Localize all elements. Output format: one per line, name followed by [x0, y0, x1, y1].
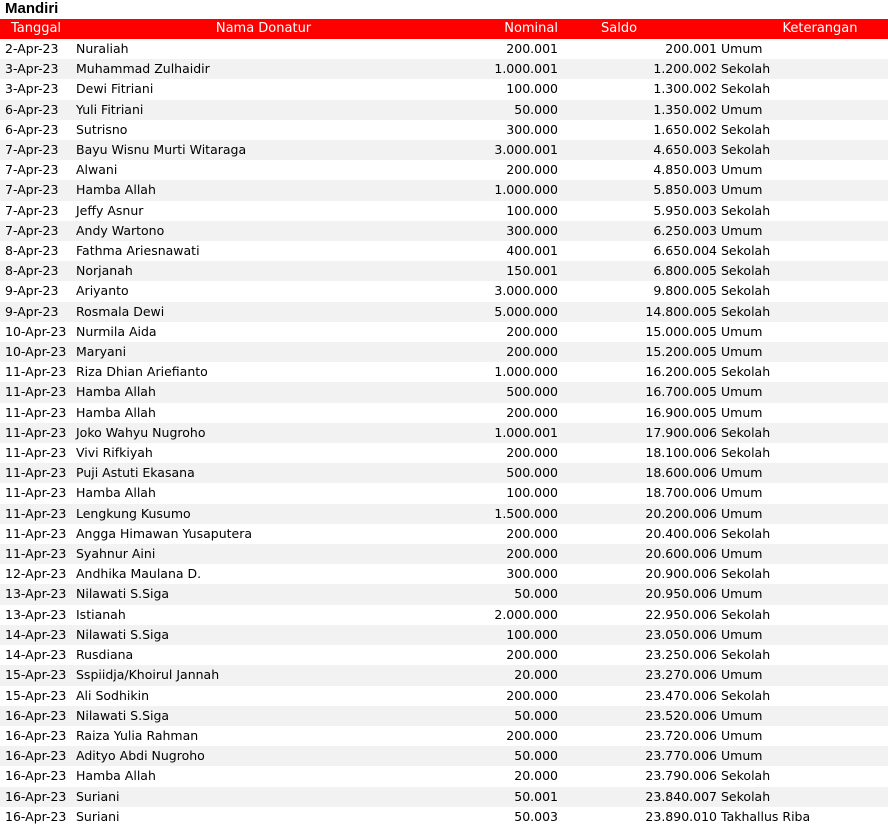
cell-nominal[interactable]: 1.000.000 — [455, 180, 558, 200]
cell-nominal[interactable]: 20.000 — [514, 768, 558, 784]
table-row — [0, 180, 888, 200]
cell-tanggal[interactable]: 14-Apr-23 — [5, 647, 67, 663]
cell-saldo[interactable]: 23.520.006 — [558, 706, 717, 726]
cell-nama-donatur[interactable]: Maryani — [72, 342, 455, 362]
cell-tanggal[interactable]: 10-Apr-23 — [0, 342, 72, 362]
cell-tanggal[interactable]: 3-Apr-23 — [5, 81, 59, 97]
cell-keterangan[interactable]: Umum — [721, 41, 763, 56]
cell-tanggal[interactable]: 8-Apr-23 — [5, 243, 59, 259]
table-row — [0, 39, 888, 59]
cell-nama-donatur[interactable]: Dewi Fitriani — [76, 81, 154, 97]
cell-tanggal[interactable]: 13-Apr-23 — [0, 584, 72, 604]
cell-tanggal[interactable]: 7-Apr-23 — [0, 180, 72, 200]
table-row — [0, 79, 888, 99]
cell-nominal[interactable]: 200.000 — [506, 687, 558, 703]
cell-tanggal[interactable]: 11-Apr-23 — [5, 525, 67, 541]
cell-keterangan[interactable]: Umum — [721, 727, 763, 743]
cell-tanggal[interactable]: 11-Apr-23 — [0, 504, 72, 524]
cell-saldo[interactable]: 20.900.006 — [645, 566, 717, 582]
table-row — [0, 766, 888, 786]
cell-keterangan[interactable]: Sekolah — [717, 423, 888, 443]
cell-saldo[interactable]: 22.950.006 — [645, 606, 717, 622]
cell-nama-donatur[interactable]: Andy Wartono — [72, 221, 455, 241]
cell-saldo[interactable]: 16.700.005 — [558, 382, 717, 402]
table-row — [0, 100, 888, 120]
cell-tanggal[interactable]: 15-Apr-23 — [0, 665, 72, 685]
cell-saldo[interactable]: 4.850.003 — [653, 162, 717, 178]
cell-keterangan[interactable]: Sekolah — [721, 202, 771, 218]
table-row — [0, 201, 888, 221]
cell-keterangan[interactable]: Sekolah — [717, 140, 888, 160]
cell-saldo[interactable]: 23.840.007 — [558, 787, 717, 807]
cell-saldo[interactable]: 5.850.003 — [558, 180, 717, 200]
cell-nominal[interactable]: 3.000.001 — [455, 140, 558, 160]
table-body — [0, 39, 888, 827]
cell-nominal[interactable]: 100.000 — [506, 485, 558, 501]
cell-tanggal[interactable]: 16-Apr-23 — [0, 787, 72, 807]
table-row — [0, 625, 888, 645]
cell-nominal[interactable]: 200.001 — [506, 41, 558, 56]
cell-saldo[interactable]: 23.250.006 — [645, 647, 717, 663]
table-row — [0, 605, 888, 625]
cell-nominal[interactable]: 50.000 — [455, 100, 558, 120]
cell-nama-donatur[interactable]: Ariyanto — [76, 283, 129, 299]
table-row — [0, 403, 888, 423]
cell-keterangan[interactable]: Umum — [717, 382, 888, 402]
table-row — [0, 342, 888, 362]
table-row — [0, 59, 888, 79]
cell-nominal[interactable]: 200.000 — [506, 727, 558, 743]
cell-keterangan[interactable]: Sekolah — [721, 121, 771, 137]
cell-keterangan[interactable]: Sekolah — [717, 261, 888, 281]
cell-nominal[interactable]: 1.000.001 — [455, 423, 558, 443]
cell-keterangan[interactable]: Sekolah — [721, 243, 771, 259]
cell-nama-donatur[interactable]: Riza Dhian Ariefianto — [76, 364, 208, 380]
cell-nominal[interactable]: 50.000 — [455, 584, 558, 604]
cell-nama-donatur[interactable]: Nuraliah — [76, 41, 129, 56]
cell-nama-donatur[interactable]: Andhika Maulana D. — [76, 566, 202, 582]
cell-saldo[interactable]: 20.600.006 — [558, 544, 717, 564]
cell-keterangan[interactable]: Umum — [717, 342, 888, 362]
cell-tanggal[interactable]: 16-Apr-23 — [0, 746, 72, 766]
cell-tanggal[interactable]: 16-Apr-23 — [5, 727, 67, 743]
table-row — [0, 443, 888, 463]
cell-tanggal[interactable]: 11-Apr-23 — [0, 423, 72, 443]
cell-tanggal[interactable]: 10-Apr-23 — [5, 323, 67, 339]
cell-nama-donatur[interactable]: Nurmila Aida — [76, 323, 157, 339]
table-row — [0, 483, 888, 503]
cell-nama-donatur[interactable]: Alwani — [76, 162, 118, 178]
cell-keterangan[interactable]: Sekolah — [721, 687, 771, 703]
table-row — [0, 120, 888, 140]
sheet-title: Mandiri — [5, 0, 59, 17]
cell-saldo[interactable]: 1.350.002 — [558, 100, 717, 120]
cell-tanggal[interactable]: 11-Apr-23 — [5, 485, 67, 501]
cell-tanggal[interactable]: 11-Apr-23 — [5, 364, 67, 380]
cell-nama-donatur[interactable]: Sspiidja/Khoirul Jannah — [72, 665, 455, 685]
table-row — [0, 382, 888, 402]
cell-nama-donatur[interactable]: Raiza Yulia Rahman — [76, 727, 199, 743]
cell-nominal[interactable]: 500.000 — [455, 382, 558, 402]
cell-nominal[interactable]: 3.000.000 — [494, 283, 558, 299]
cell-keterangan[interactable]: Sekolah — [721, 445, 771, 461]
cell-nominal[interactable]: 200.000 — [455, 342, 558, 362]
cell-tanggal[interactable]: 16-Apr-23 — [5, 808, 67, 824]
cell-tanggal[interactable]: 11-Apr-23 — [0, 382, 72, 402]
cell-nama-donatur[interactable]: Muhammad Zulhaidir — [72, 59, 455, 79]
cell-keterangan[interactable]: Umum — [717, 180, 888, 200]
cell-keterangan[interactable]: Sekolah — [717, 59, 888, 79]
table-row — [0, 665, 888, 685]
table-row — [0, 645, 888, 665]
cell-tanggal[interactable]: 16-Apr-23 — [0, 706, 72, 726]
table-row — [0, 322, 888, 342]
cell-nama-donatur[interactable]: Nilawati S.Siga — [72, 625, 455, 645]
cell-tanggal[interactable]: 3-Apr-23 — [0, 59, 72, 79]
cell-saldo[interactable]: 23.890.010 — [645, 808, 717, 824]
table-row — [0, 463, 888, 483]
cell-nama-donatur[interactable]: Joko Wahyu Nugroho — [72, 423, 455, 443]
cell-nama-donatur[interactable]: Hamba Allah — [72, 382, 455, 402]
cell-keterangan[interactable]: Umum — [717, 625, 888, 645]
cell-saldo[interactable]: 6.800.005 — [558, 261, 717, 281]
cell-keterangan[interactable]: Umum — [717, 544, 888, 564]
cell-nominal[interactable]: 200.000 — [455, 544, 558, 564]
cell-saldo[interactable]: 6.250.003 — [558, 221, 717, 241]
cell-nominal[interactable]: 100.000 — [506, 81, 558, 97]
cell-nominal[interactable]: 400.001 — [506, 243, 558, 259]
cell-tanggal[interactable]: 11-Apr-23 — [0, 544, 72, 564]
cell-nama-donatur[interactable]: Hamba Allah — [76, 485, 156, 501]
cell-nama-donatur[interactable]: Suriani — [76, 808, 120, 824]
table-row — [0, 787, 888, 807]
cell-saldo[interactable]: 200.001 — [665, 41, 717, 56]
cell-nama-donatur[interactable]: Lengkung Kusumo — [72, 504, 455, 524]
cell-nominal[interactable]: 100.000 — [455, 625, 558, 645]
cell-nominal[interactable]: 50.000 — [455, 706, 558, 726]
cell-nama-donatur[interactable]: Istianah — [76, 606, 126, 622]
cell-keterangan[interactable]: Sekolah — [721, 566, 771, 582]
cell-nama-donatur[interactable]: Rosmala Dewi — [72, 302, 455, 322]
cell-saldo[interactable]: 5.950.003 — [653, 202, 717, 218]
cell-nominal[interactable]: 1.500.000 — [455, 504, 558, 524]
cell-saldo[interactable]: 16.200.005 — [645, 364, 717, 380]
cell-nominal[interactable]: 50.003 — [514, 808, 558, 824]
cell-tanggal[interactable]: 7-Apr-23 — [5, 162, 59, 178]
cell-nama-donatur[interactable]: Vivi Rifkiyah — [76, 445, 153, 461]
cell-tanggal[interactable]: 6-Apr-23 — [0, 100, 72, 120]
cell-saldo[interactable]: 23.790.006 — [645, 768, 717, 784]
cell-nominal[interactable]: 200.000 — [506, 323, 558, 339]
cell-nominal[interactable]: 150.001 — [455, 261, 558, 281]
cell-nama-donatur[interactable]: Suriani — [72, 787, 455, 807]
cell-saldo[interactable]: 23.770.006 — [558, 746, 717, 766]
cell-nama-donatur[interactable]: Jeffy Asnur — [76, 202, 144, 218]
cell-nominal[interactable]: 50.001 — [455, 787, 558, 807]
table-row — [0, 807, 888, 827]
cell-keterangan[interactable]: Sekolah — [721, 283, 771, 299]
cell-nominal[interactable]: 5.000.000 — [455, 302, 558, 322]
cell-nama-donatur[interactable]: Puji Astuti Ekasana — [72, 463, 455, 483]
cell-nama-donatur[interactable]: Sutrisno — [76, 121, 128, 137]
cell-nama-donatur[interactable]: Syahnur Aini — [72, 544, 455, 564]
cell-nominal[interactable]: 200.000 — [506, 647, 558, 663]
header-nominal[interactable]: Nominal — [455, 19, 558, 39]
cell-nominal[interactable]: 500.000 — [455, 463, 558, 483]
cell-keterangan[interactable]: Umum — [717, 665, 888, 685]
cell-saldo[interactable]: 18.600.006 — [558, 463, 717, 483]
cell-nama-donatur[interactable]: Norjanah — [72, 261, 455, 281]
cell-keterangan[interactable]: Sekolah — [721, 768, 771, 784]
cell-tanggal[interactable]: 9-Apr-23 — [0, 302, 72, 322]
cell-saldo[interactable]: 16.900.005 — [645, 404, 717, 420]
cell-saldo[interactable]: 23.270.006 — [558, 665, 717, 685]
cell-saldo[interactable]: 1.200.002 — [558, 59, 717, 79]
table-row — [0, 423, 888, 443]
cell-tanggal[interactable]: 6-Apr-23 — [5, 121, 59, 137]
cell-keterangan[interactable]: Sekolah — [721, 364, 771, 380]
cell-nama-donatur[interactable]: Ali Sodhikin — [76, 687, 150, 703]
cell-tanggal[interactable]: 11-Apr-23 — [0, 463, 72, 483]
table-row — [0, 221, 888, 241]
cell-nama-donatur[interactable]: Nilawati S.Siga — [72, 584, 455, 604]
cell-saldo[interactable]: 15.000.005 — [645, 323, 717, 339]
table-row — [0, 706, 888, 726]
cell-nama-donatur[interactable]: Nilawati S.Siga — [72, 706, 455, 726]
cell-keterangan[interactable]: Sekolah — [721, 525, 771, 541]
table-row — [0, 140, 888, 160]
cell-tanggal[interactable]: 8-Apr-23 — [0, 261, 72, 281]
cell-tanggal[interactable]: 13-Apr-23 — [5, 606, 67, 622]
cell-saldo[interactable]: 18.700.006 — [645, 485, 717, 501]
table-row — [0, 564, 888, 584]
cell-saldo[interactable]: 20.950.006 — [558, 584, 717, 604]
cell-saldo[interactable]: 9.800.005 — [653, 283, 717, 299]
cell-keterangan[interactable]: Umum — [717, 746, 888, 766]
cell-saldo[interactable]: 14.800.005 — [558, 302, 717, 322]
table-row — [0, 686, 888, 706]
table-row — [0, 160, 888, 180]
cell-keterangan[interactable]: Sekolah — [717, 787, 888, 807]
table-row — [0, 504, 888, 524]
cell-tanggal[interactable]: 14-Apr-23 — [0, 625, 72, 645]
cell-nominal[interactable]: 200.000 — [506, 445, 558, 461]
cell-tanggal[interactable]: 11-Apr-23 — [5, 404, 67, 420]
cell-keterangan[interactable]: Sekolah — [717, 302, 888, 322]
header-nama-donatur[interactable]: Nama Donatur — [72, 19, 455, 39]
cell-keterangan[interactable]: Umum — [717, 504, 888, 524]
cell-keterangan[interactable]: Sekolah — [721, 647, 771, 663]
cell-nominal[interactable]: 200.000 — [506, 404, 558, 420]
cell-nama-donatur[interactable]: Rusdiana — [76, 647, 134, 663]
cell-nominal[interactable]: 200.000 — [506, 162, 558, 178]
cell-tanggal[interactable]: 7-Apr-23 — [5, 202, 59, 218]
cell-nominal[interactable]: 1.000.000 — [494, 364, 558, 380]
cell-nominal[interactable]: 50.000 — [455, 746, 558, 766]
table-row — [0, 746, 888, 766]
cell-nominal[interactable]: 2.000.000 — [494, 606, 558, 622]
cell-tanggal[interactable]: 7-Apr-23 — [0, 140, 72, 160]
cell-saldo[interactable]: 1.300.002 — [653, 81, 717, 97]
cell-saldo[interactable]: 4.650.003 — [558, 140, 717, 160]
table-row — [0, 281, 888, 301]
cell-nama-donatur[interactable]: Fathma Ariesnawati — [76, 243, 200, 259]
table-header-row — [0, 19, 888, 39]
cell-nominal[interactable]: 200.000 — [506, 525, 558, 541]
table-row — [0, 241, 888, 261]
cell-nominal[interactable]: 20.000 — [455, 665, 558, 685]
cell-tanggal[interactable]: 11-Apr-23 — [5, 445, 67, 461]
cell-nama-donatur[interactable]: Bayu Wisnu Murti Witaraga — [72, 140, 455, 160]
table-row — [0, 362, 888, 382]
cell-nominal[interactable]: 300.000 — [506, 566, 558, 582]
cell-keterangan[interactable]: Umum — [721, 404, 763, 420]
cell-tanggal[interactable]: 9-Apr-23 — [5, 283, 59, 299]
cell-keterangan[interactable]: Umum — [717, 584, 888, 604]
cell-saldo[interactable]: 20.200.006 — [558, 504, 717, 524]
cell-saldo[interactable]: 1.650.002 — [653, 121, 717, 137]
cell-nominal[interactable]: 300.000 — [506, 121, 558, 137]
cell-saldo[interactable]: 23.470.006 — [645, 687, 717, 703]
cell-nama-donatur[interactable]: Hamba Allah — [76, 768, 156, 784]
cell-keterangan[interactable]: Umum — [721, 162, 763, 178]
cell-nominal[interactable]: 100.000 — [506, 202, 558, 218]
cell-tanggal[interactable]: 12-Apr-23 — [5, 566, 67, 582]
cell-nama-donatur[interactable]: Adityo Abdi Nugroho — [72, 746, 455, 766]
cell-keterangan[interactable]: Takhallus Riba — [721, 808, 811, 824]
cell-saldo[interactable]: 23.050.006 — [558, 625, 717, 645]
cell-nama-donatur[interactable]: Hamba Allah — [76, 404, 156, 420]
table-row — [0, 726, 888, 746]
cell-keterangan[interactable]: Sekolah — [721, 606, 771, 622]
cell-saldo[interactable]: 15.200.005 — [558, 342, 717, 362]
cell-tanggal[interactable]: 7-Apr-23 — [0, 221, 72, 241]
cell-keterangan[interactable]: Umum — [717, 706, 888, 726]
cell-tanggal[interactable]: 16-Apr-23 — [5, 768, 67, 784]
cell-nominal[interactable]: 300.000 — [455, 221, 558, 241]
header-tanggal[interactable]: Tanggal — [0, 19, 72, 39]
table-row — [0, 302, 888, 322]
cell-nama-donatur[interactable]: Yuli Fitriani — [72, 100, 455, 120]
cell-saldo[interactable]: 20.400.006 — [645, 525, 717, 541]
cell-keterangan[interactable]: Sekolah — [721, 81, 771, 97]
cell-saldo[interactable]: 6.650.004 — [653, 243, 717, 259]
cell-tanggal[interactable]: 2-Apr-23 — [5, 41, 59, 56]
donation-table — [0, 19, 888, 827]
header-saldo[interactable]: Saldo — [558, 19, 717, 39]
cell-saldo[interactable]: 23.720.006 — [645, 727, 717, 743]
cell-nama-donatur[interactable]: Angga Himawan Yusaputera — [76, 525, 253, 541]
table-row — [0, 584, 888, 604]
cell-tanggal[interactable]: 15-Apr-23 — [5, 687, 67, 703]
table-row — [0, 261, 888, 281]
cell-keterangan[interactable]: Umum — [717, 100, 888, 120]
cell-nama-donatur[interactable]: Hamba Allah — [72, 180, 455, 200]
cell-saldo[interactable]: 18.100.006 — [645, 445, 717, 461]
cell-keterangan[interactable]: Umum — [721, 485, 763, 501]
cell-keterangan[interactable]: Umum — [721, 323, 763, 339]
cell-keterangan[interactable]: Umum — [717, 221, 888, 241]
cell-nominal[interactable]: 1.000.001 — [455, 59, 558, 79]
header-keterangan[interactable]: Keterangan — [717, 19, 888, 39]
cell-keterangan[interactable]: Umum — [717, 463, 888, 483]
table-row — [0, 544, 888, 564]
table-row — [0, 524, 888, 544]
cell-saldo[interactable]: 17.900.006 — [558, 423, 717, 443]
